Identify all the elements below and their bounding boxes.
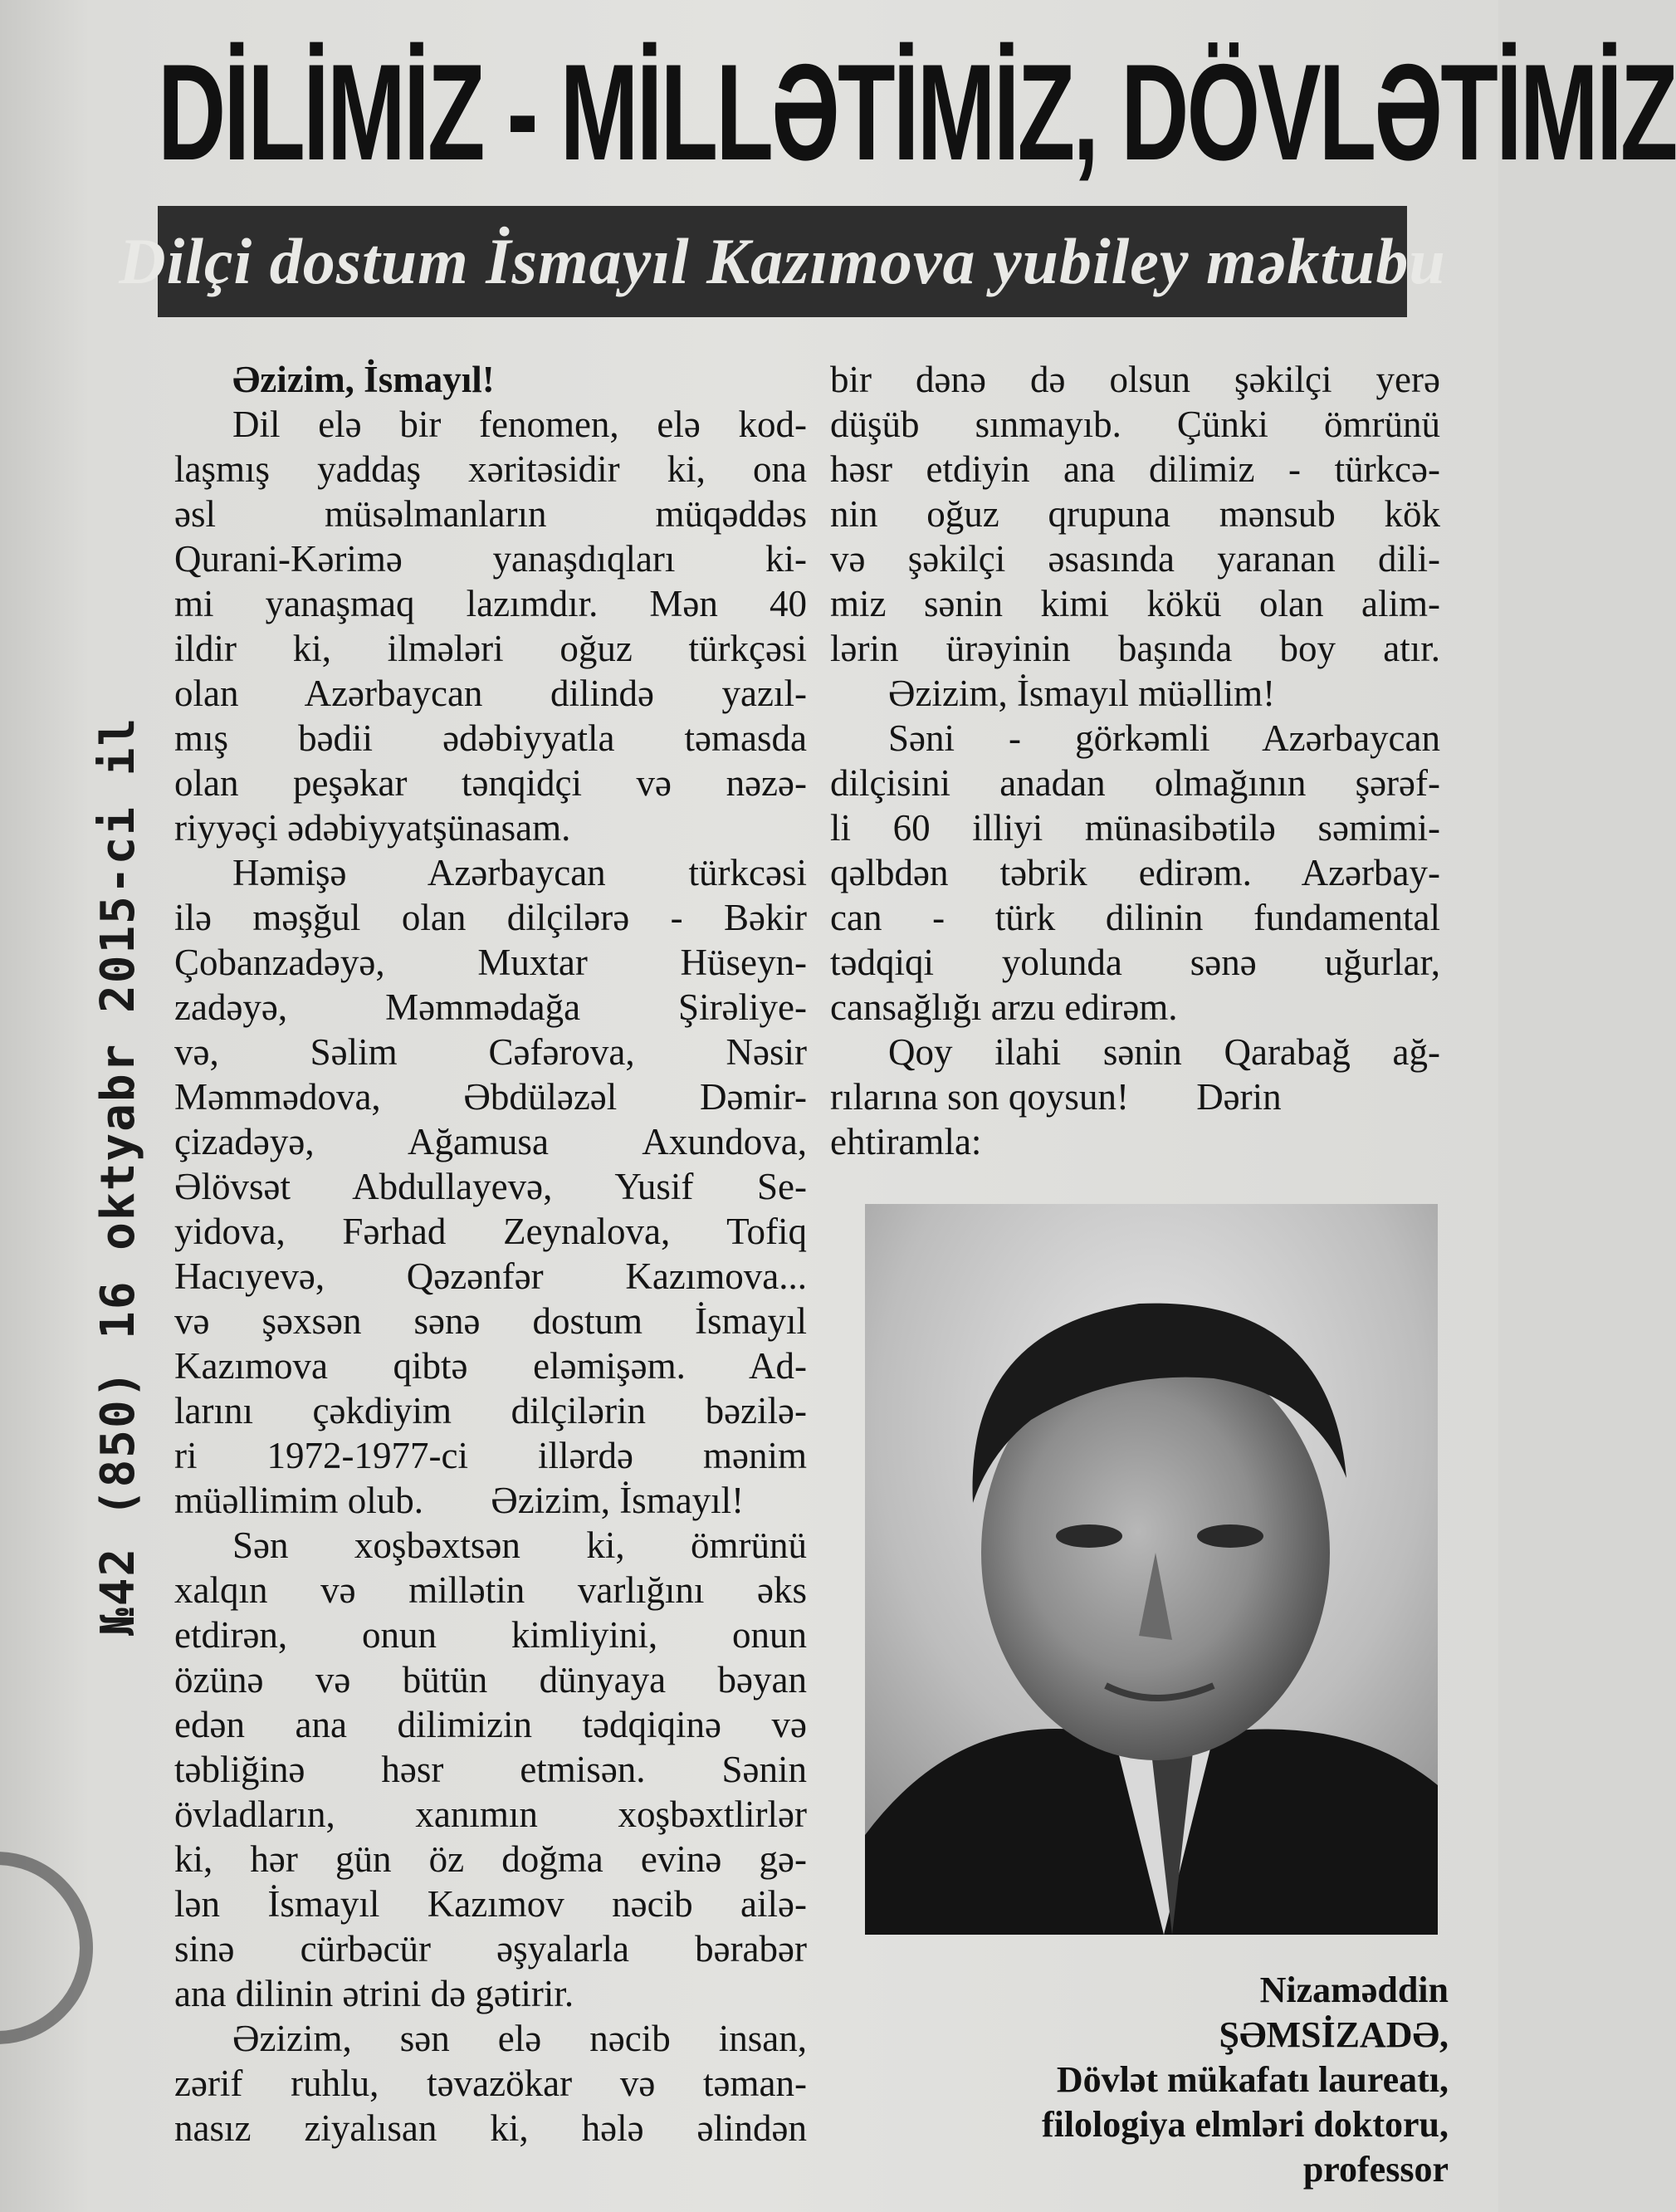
headline: DİLİMİZ - MİLLƏTİMİZ, DÖVLƏTİMİZ [158,36,1676,188]
text-line: zadəyə, Məmmədağa Şirəliye- [174,986,807,1028]
text-line: təbliğinə həsr etmisən. Sənin [174,1749,807,1790]
author-title-3: professor [1302,2149,1449,2190]
text-line: mış bədii ədəbiyyatla təmasda [174,717,807,759]
text-line: özünə və bütün dünyaya bəyan [174,1659,807,1701]
text-line: xalqın və millətin varlığını əks [174,1569,807,1611]
text-line: müəllimim olub. [174,1480,423,1521]
text-line: bir dənə də olsun şəkilçi yerə [830,359,1440,400]
text-line: Əlövsət Abdullayevə, Yusif Se- [174,1166,807,1207]
text-line: ri 1972-1977-ci illərdə mənim [174,1435,807,1476]
text-line: Əzizim, İsmayıl müəllim! [888,673,1276,714]
text-line: li 60 illiyi münasibətilə səmimi- [830,807,1440,849]
paragraph-4 [174,2016,807,2151]
text-line: yidova, Fərhad Zeynalova, Tofiq [174,1211,807,1252]
paragraph-1 [174,402,807,805]
text-line: Həmişə Azərbaycan türkcəsi [232,852,807,893]
article-column-2 [830,357,1440,1164]
author-title-1: Dövlət mükafatı laureatı, [1056,2059,1449,2100]
paragraph-2 [174,850,807,1478]
text-line: Dil elə bir fenomen, elə kod- [232,404,807,445]
text-line: tədqiqi yolunda sənə uğurlar, [830,942,1440,983]
text-line: və şəxsən sənə dostum İsmayıl [174,1300,807,1342]
author-first-name: Nizaməddin [1259,1970,1449,2010]
text-line: və, Səlim Cəfərova, Nəsir [174,1031,807,1073]
author-portrait-photo [865,1204,1438,1935]
text-line: mi yanaşmaq lazımdır. Mən 40 [174,583,807,624]
text-line: ildir ki, ilmələri oğuz türkçəsi [174,628,807,669]
text-line: etdirən, onun kimliyini, onun [174,1614,807,1656]
text-line: Hacıyevə, Qəzənfər Kazımova... [174,1255,807,1297]
text-line: Əzizim, İsmayıl! [232,359,495,400]
text-line: Sən xoşbəxtsən ki, ömrünü [232,1524,807,1566]
text-line: ana dilinin ətrini də gətirir. [174,1973,574,2014]
text-line: sinə cürbəcür əşyalarla bərabər [174,1928,807,1970]
text-line: olan peşəkar tənqidçi və nəzə- [174,762,807,804]
text-line: qəlbdən təbrik edirəm. Azərbay- [830,852,1440,893]
text-line: Qoy ilahi sənin Qarabağ ağ- [888,1031,1440,1073]
text-line: zərif ruhlu, təvazökar və təman- [174,2063,807,2104]
text-line: olan Azərbaycan dilində yazıl- [174,673,807,714]
text-line: ki, hər gün öz doğma evinə gə- [174,1838,807,1880]
text-line: nasız ziyalısan ki, hələ əlindən [174,2107,807,2149]
article-column-1 [174,357,807,2151]
paragraph-7 [830,1030,1440,1074]
text-line: Dərin ehtiramla: [830,1076,1282,1162]
text-line: can - türk dilinin fundamental [830,897,1440,938]
text-line: Çobanzadəyə, Muxtar Hüseyn- [174,942,807,983]
text-line: cansağlığı arzu edirəm. [830,986,1178,1028]
text-line: dilçisini anadan olmağının şərəf- [830,762,1440,804]
portrait-illustration [865,1204,1438,1935]
text-line: Qurani-Kərimə yanaşdıqları ki- [174,538,807,580]
text-line: çizadəyə, Ağamusa Axundova, [174,1121,807,1162]
text-line: düşüb sınmayıb. Çünki ömrünü [830,404,1440,445]
paragraph-5 [830,357,1440,671]
paragraph-3 [174,1523,807,1971]
text-line: Məmmədova, Əbdüləzəl Dəmir- [174,1076,807,1118]
text-line: əsl müsəlmanların müqəddəs [174,493,807,535]
paragraph-6 [830,716,1440,985]
text-line: və şəkilçi əsasında yaranan dili- [830,538,1440,580]
text-line: laşmış yaddaş xəritəsidir ki, ona [174,448,807,490]
text-line: Əzizim, sən elə nəcib insan, [232,2018,807,2059]
text-line: miz sənin kimi kökü olan alim- [830,583,1440,624]
text-line: edən ana dilimizin tədqiqinə və [174,1704,807,1745]
text-line: həsr etdiyin ana dilimiz - türkcə- [830,448,1440,490]
text-line: ilə məşğul olan dilçilərə - Bəkir [174,897,807,938]
text-line: Əzizim, İsmayıl! [491,1480,745,1521]
text-line: lən İsmayıl Kazımov nəcib ailə- [174,1883,807,1925]
text-line: larını çəkdiyim dilçilərin bəzilə- [174,1390,807,1431]
circular-ornament [0,1852,93,2044]
text-line: rılarına son qoysun! [830,1076,1129,1118]
issue-date-line: №42 (850) 16 oktyabr 2015-ci il [91,716,145,1636]
text-line: lərin ürəyinin başında boy atır. [830,628,1440,669]
text-line: Səni - görkəmli Azərbaycan [888,717,1440,759]
subheadline-banner [119,206,1446,317]
text-line: Kazımova qibtə eləmişəm. Ad- [174,1345,807,1387]
author-title-2: filologiya elmləri doktoru, [1041,2104,1449,2145]
subheadline: Dilçi dostum İsmayıl Kazımova yubiley məktubu [119,225,1446,297]
text-line: nin oğuz qrupuna mənsub kök [830,493,1440,535]
author-last-name: ŞƏMSİZADƏ, [1219,2014,1449,2055]
text-line: riyyəçi ədəbiyyatşünasam. [174,807,571,849]
text-line: övladların, xanımın xoşbəxtlirlər [174,1794,807,1835]
